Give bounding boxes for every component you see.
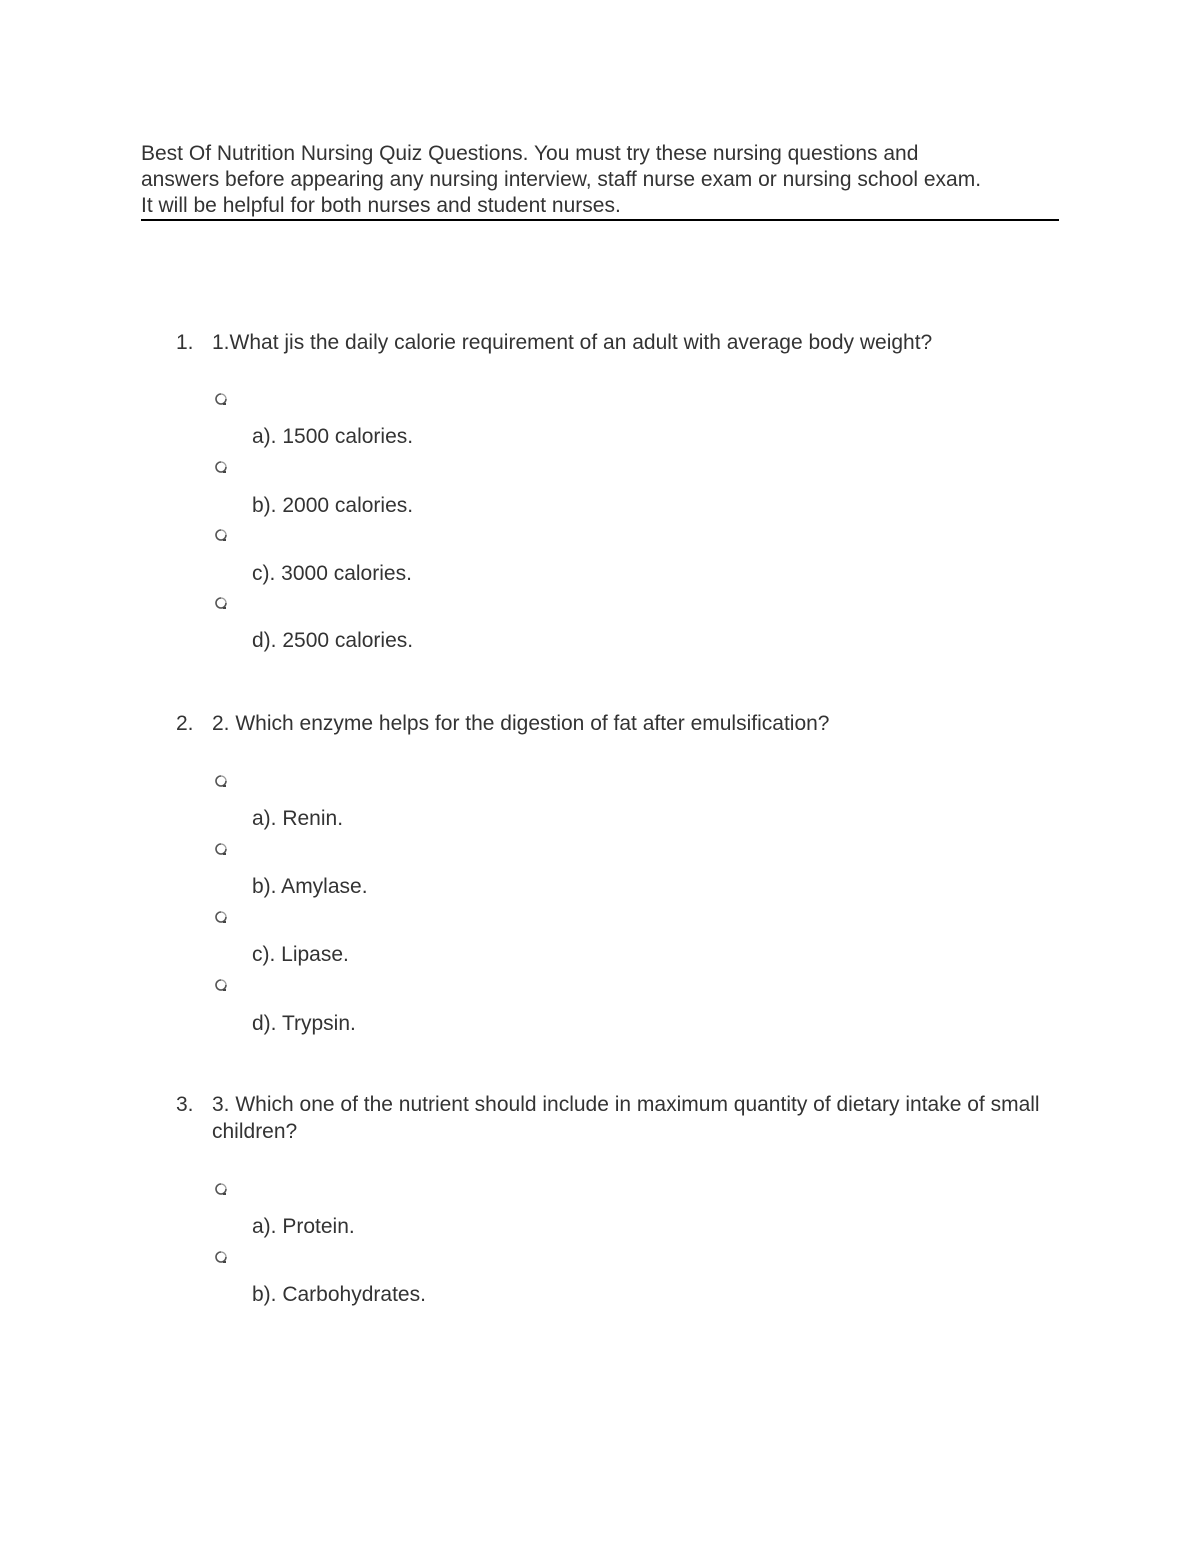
radio-button-icon[interactable] xyxy=(214,1250,228,1264)
option-2c[interactable] xyxy=(0,908,1200,976)
radio-button-icon[interactable] xyxy=(214,392,228,406)
option-1c[interactable] xyxy=(0,526,1200,594)
radio-button-icon[interactable] xyxy=(214,528,228,542)
question-number: 3. xyxy=(176,1093,194,1116)
intro-line-1: Best Of Nutrition Nursing Quiz Questions. You must try these nursing questions and xyxy=(141,142,919,165)
radio-button-icon[interactable] xyxy=(214,910,228,924)
option-2b[interactable] xyxy=(0,840,1200,908)
radio-button-icon[interactable] xyxy=(214,1182,228,1196)
option-label: c). Lipase. xyxy=(252,943,349,966)
option-1d[interactable] xyxy=(0,594,1200,662)
radio-button-icon[interactable] xyxy=(214,842,228,856)
question-number: 1. xyxy=(176,331,194,354)
option-1a[interactable] xyxy=(0,390,1200,458)
option-label: a). 1500 calories. xyxy=(252,425,414,448)
radio-button-icon[interactable] xyxy=(214,978,228,992)
option-label: a). Renin. xyxy=(252,807,344,830)
option-label: b). 2000 calories. xyxy=(252,494,414,517)
option-label: a). Protein. xyxy=(252,1215,355,1238)
intro-paragraph xyxy=(141,141,1059,221)
question-number: 2. xyxy=(176,712,194,735)
option-label: d). Trypsin. xyxy=(252,1012,356,1035)
option-2a[interactable] xyxy=(0,772,1200,840)
option-1b[interactable] xyxy=(0,458,1200,526)
option-2d[interactable] xyxy=(0,976,1200,1044)
option-label: b). Amylase. xyxy=(252,875,368,898)
radio-button-icon[interactable] xyxy=(214,460,228,474)
option-3a[interactable] xyxy=(0,1180,1200,1248)
question-text: 3. Which one of the nutrient should include in maximum quantity of dietary intake of small children? xyxy=(212,1093,1040,1143)
intro-line-3: It will be helpful for both nurses and student nurses. xyxy=(141,194,621,217)
question-text: 1.What jis the daily calorie requirement of an adult with average body weight? xyxy=(212,331,933,354)
radio-button-icon[interactable] xyxy=(214,774,228,788)
question-text: 2. Which enzyme helps for the digestion of fat after emulsification? xyxy=(212,712,830,735)
option-label: b). Carbohydrates. xyxy=(252,1283,426,1306)
option-3b[interactable] xyxy=(0,1248,1200,1316)
option-label: d). 2500 calories. xyxy=(252,629,414,652)
radio-button-icon[interactable] xyxy=(214,596,228,610)
intro-line-2: answers before appearing any nursing interview, staff nurse exam or nursing school exam. xyxy=(141,168,982,191)
option-label: c). 3000 calories. xyxy=(252,562,412,585)
